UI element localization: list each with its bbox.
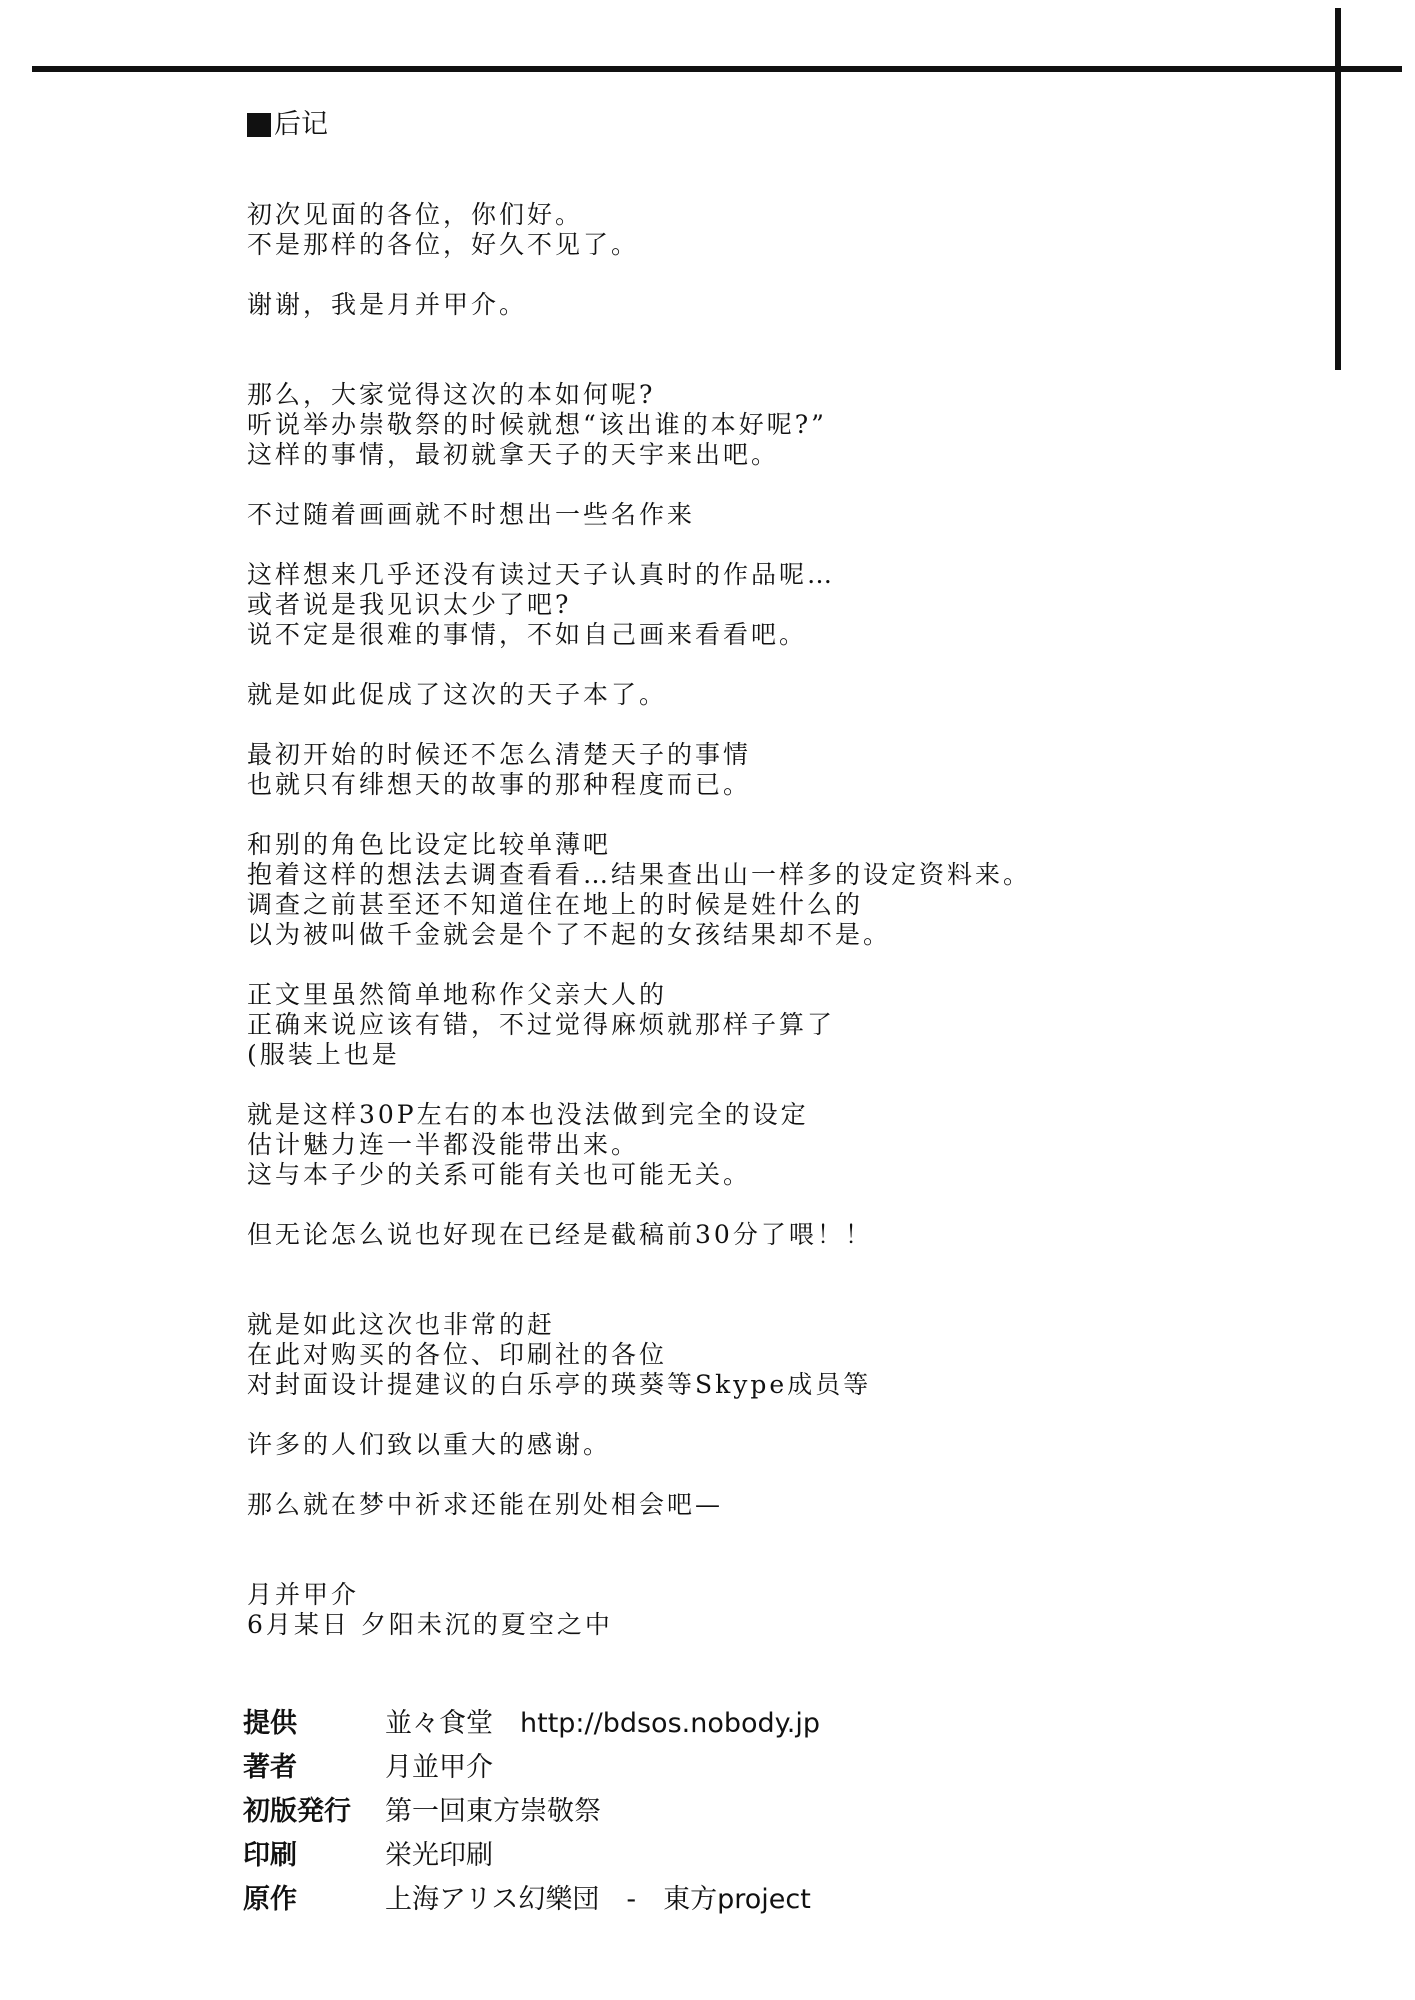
text-line: 调查之前甚至还不知道住在地上的时候是姓什么的 — [247, 890, 864, 919]
text-line: 在此对购买的各位、印刷社的各位 — [247, 1340, 668, 1369]
text-line: 就是如此这次也非常的赶 — [247, 1310, 556, 1339]
text-line: 也就只有绯想天的故事的那种程度而已。 — [247, 770, 752, 799]
text-line: 正文里虽然简单地称作父亲大人的 — [247, 980, 668, 1009]
text-line: 这样想来几乎还没有读过天子认真时的作品呢… — [247, 560, 836, 589]
text-line: 许多的人们致以重大的感谢。 — [247, 1430, 612, 1459]
colophon-value: 栄光印刷 — [385, 1839, 493, 1871]
paragraph — [247, 290, 1327, 320]
paragraph — [247, 560, 1327, 650]
colophon-row-original-work — [243, 1874, 820, 1918]
text-line: 估计魅力连一半都没能带出来。 — [247, 1130, 640, 1159]
text-line: 正确来说应该有错，不过觉得麻烦就那样子算了 — [247, 1010, 836, 1039]
text-line: 对封面设计提建议的白乐亭的瑛葵等Skype成员等 — [247, 1370, 872, 1399]
colophon-value: 上海アリス幻樂団 - 東方project — [385, 1883, 811, 1915]
colophon-value: 並々食堂 http://bdsos.nobody.jp — [385, 1707, 821, 1739]
text-line: 那么就在梦中祈求还能在别处相会吧— — [247, 1490, 724, 1519]
text-line: 但无论怎么说也好现在已经是截稿前30分了喂！！ — [247, 1220, 873, 1249]
signature-block — [247, 1580, 1327, 1640]
top-border-rule — [32, 66, 1402, 72]
signature-date: 6月某日 夕阳未沉的夏空之中 — [247, 1610, 613, 1639]
paragraph — [247, 740, 1327, 800]
author-signature: 月并甲介 — [247, 1580, 360, 1609]
text-line: 谢谢，我是月并甲介。 — [247, 290, 528, 319]
colophon-row-first-edition — [243, 1786, 820, 1830]
side-border-rule — [1335, 8, 1341, 370]
paragraph — [247, 200, 1327, 260]
text-line: 不过随着画画就不时想出一些名作来 — [247, 500, 696, 529]
text-line: 那么，大家觉得这次的本如何呢? — [247, 380, 656, 409]
text-line: 这与本子少的关系可能有关也可能无关。 — [247, 1160, 752, 1189]
text-line: 不是那样的各位，好久不见了。 — [247, 230, 640, 259]
text-line: 以为被叫做千金就会是个了不起的女孩结果却不是。 — [247, 920, 892, 949]
text-line: 初次见面的各位，你们好。 — [247, 200, 584, 229]
paragraph — [247, 1100, 1327, 1190]
colophon-row-author — [243, 1742, 820, 1786]
colophon-label: 初版発行 — [243, 1795, 351, 1827]
paragraph — [247, 1310, 1327, 1400]
heading-text: 后记 — [274, 109, 328, 140]
text-line: 和别的角色比设定比较单薄吧 — [247, 830, 612, 859]
colophon-label: 提供 — [243, 1707, 297, 1739]
afterword-heading — [247, 108, 328, 142]
paragraph — [247, 1220, 1327, 1250]
afterword-body — [247, 200, 1327, 1670]
paragraph — [247, 1430, 1327, 1460]
text-line: 最初开始的时候还不怎么清楚天子的事情 — [247, 740, 752, 769]
paragraph — [247, 830, 1327, 950]
text-line: 这样的事情，最初就拿天子的天宇来出吧。 — [247, 440, 780, 469]
colophon-value: 第一回東方崇敬祭 — [385, 1795, 601, 1827]
text-line: 就是如此促成了这次的天子本了。 — [247, 680, 668, 709]
colophon-value: 月並甲介 — [385, 1751, 493, 1783]
text-line: 就是这样30P左右的本也没法做到完全的设定 — [247, 1100, 809, 1129]
colophon-row-provider — [243, 1698, 820, 1742]
paragraph — [247, 380, 1327, 470]
paragraph — [247, 1490, 1327, 1520]
text-line: 抱着这样的想法去调查看看…结果查出山一样多的设定资料来。 — [247, 860, 1032, 889]
paragraph — [247, 680, 1327, 710]
paragraph — [247, 980, 1327, 1070]
colophon-label: 印刷 — [243, 1839, 297, 1871]
square-bullet-icon — [247, 113, 271, 137]
colophon-label: 著者 — [243, 1751, 297, 1783]
paragraph — [247, 500, 1327, 530]
colophon — [243, 1698, 820, 1918]
colophon-row-printer — [243, 1830, 820, 1874]
text-line: 听说举办崇敬祭的时候就想“该出谁的本好呢?” — [247, 410, 827, 439]
text-line: 或者说是我见识太少了吧? — [247, 590, 572, 619]
colophon-label: 原作 — [243, 1883, 297, 1915]
text-line: (服装上也是 — [247, 1040, 400, 1069]
text-line: 说不定是很难的事情，不如自己画来看看吧。 — [247, 620, 808, 649]
